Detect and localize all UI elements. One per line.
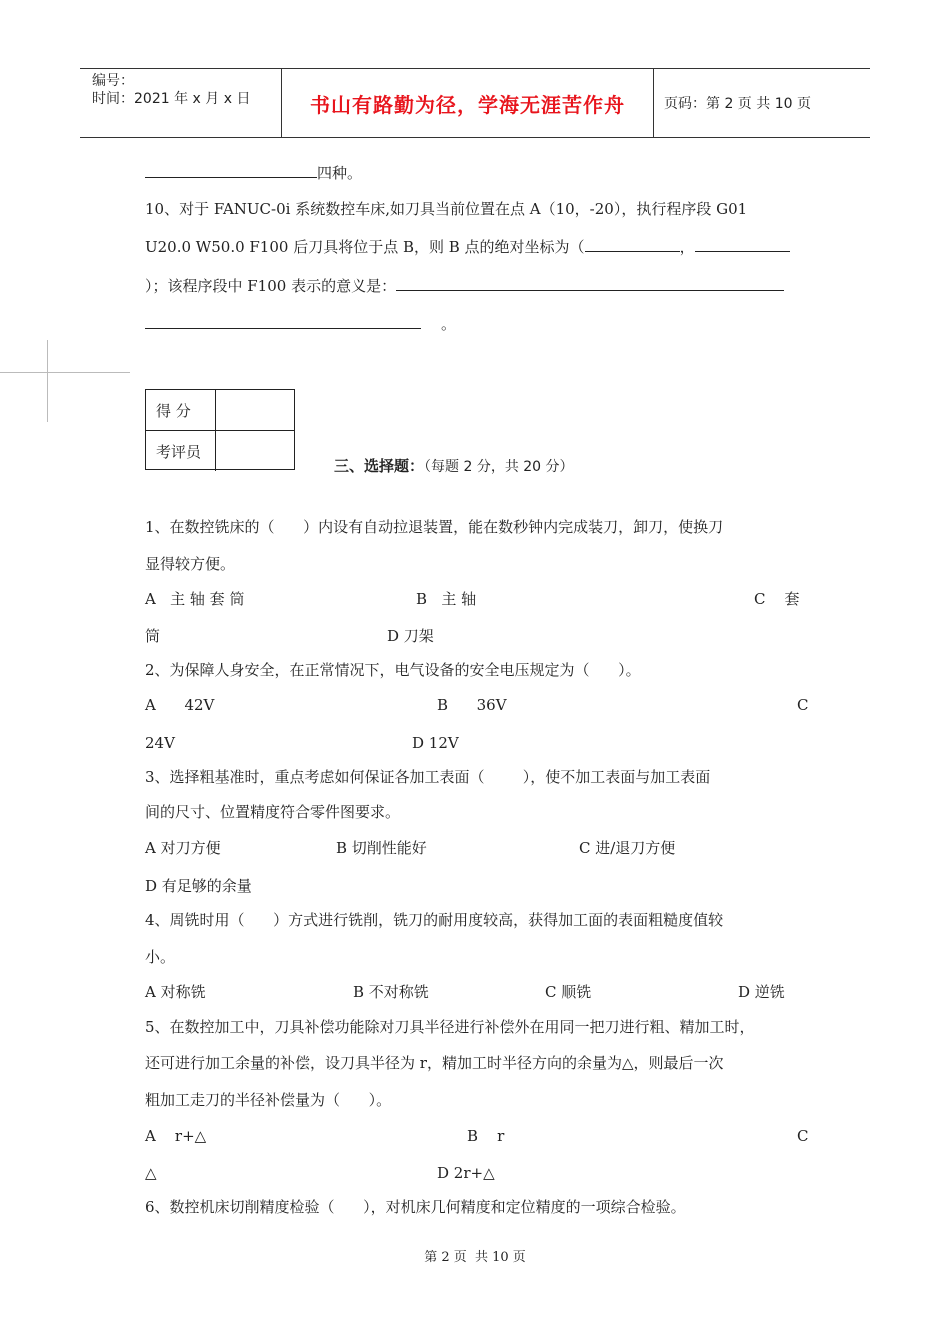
answer-blank-x — [585, 236, 680, 252]
q1-option-c: C 套 — [754, 590, 800, 608]
header-motto: 书山有路勤为径，学海无涯苦作舟 — [282, 69, 654, 137]
q1-line2: 显得较方便。 — [145, 555, 236, 573]
q9-tail: 四种。 — [317, 164, 363, 182]
q5-line2: 还可进行加工余量的补偿，设刀具半径为 r，精加工时半径方向的余量为△，则最后一次 — [145, 1054, 724, 1072]
q4-option-b: B 不对称铣 — [353, 983, 429, 1001]
crop-mark-horizontal — [0, 372, 130, 373]
q4-option-a: A 对称铣 — [145, 983, 206, 1001]
answer-blank-f100 — [396, 275, 784, 291]
q4-option-c: C 顺铣 — [545, 983, 592, 1001]
q4-line2: 小。 — [145, 948, 176, 966]
q2-option-c-cont: 24V — [145, 734, 175, 752]
q10-line3-text: ）；该程序段中 F100 表示的意义是： — [145, 277, 397, 295]
q10-sep: ， — [679, 238, 695, 256]
q5-line1: 5、在数控加工中，刀具补偿功能除对刀具半径进行补偿外在用同一把刀进行粗、精加工时， — [145, 1018, 755, 1036]
q3-line2: 间的尺寸、位置精度符合零件图要求。 — [145, 803, 401, 821]
examiner-value-cell[interactable] — [216, 431, 294, 471]
q5-option-a: A r+△ — [145, 1127, 207, 1145]
number-label: 编号： — [92, 73, 134, 89]
page-footer: 第 2 页 共 10 页 — [424, 1250, 526, 1265]
q3-option-d: D 有足够的余量 — [145, 877, 252, 895]
q5-option-b: B r — [467, 1127, 505, 1145]
score-row — [146, 390, 294, 430]
q10-line4 — [145, 313, 456, 334]
header-page-info: 页码：第 2 页 共 10 页 — [664, 96, 811, 112]
page-header-table — [80, 68, 870, 138]
q5-option-c: C — [797, 1127, 809, 1145]
q5-option-d: D 2r+△ — [437, 1164, 495, 1182]
q3-option-a: A 对刀方便 — [145, 839, 221, 857]
examiner-label: 考评员 — [146, 431, 216, 471]
q1-line1: 1、在数控铣床的（ ）内设有自动拉退装置，能在数秒钟内完成装刀，卸刀，使换刀 — [145, 518, 724, 536]
q2-option-d: D 12V — [412, 734, 459, 752]
q9-tail-line — [145, 162, 362, 183]
examiner-row — [146, 430, 294, 471]
q4-line1: 4、周铣时用（ ）方式进行铣削，铣刀的耐用度较高，获得加工面的表面粗糙度值较 — [145, 911, 724, 929]
q10-line3 — [145, 275, 784, 296]
score-value-cell[interactable] — [216, 390, 294, 430]
q1-option-c-cont: 筒 — [145, 627, 161, 645]
q1-option-a: A 主 轴 套 筒 — [145, 590, 245, 608]
q3-option-b: B 切削性能好 — [336, 839, 427, 857]
q3-line1: 3、选择粗基准时，重点考虑如何保证各加工表面（ ），使不加工表面与加工表面 — [145, 768, 711, 786]
q4-option-d: D 逆铣 — [738, 983, 785, 1001]
q2-option-c: C — [797, 696, 809, 714]
q2-line1: 2、为保障人身安全，在正常情况下，电气设备的安全电压规定为（ ）。 — [145, 661, 641, 679]
q5-line3: 粗加工走刀的半径补偿量为（ ）。 — [145, 1091, 392, 1109]
q10-line2-text: U20.0 W50.0 F100 后刀具将位于点 B，则 B 点的绝对坐标为（ — [145, 238, 585, 256]
answer-blank-z — [695, 236, 790, 252]
crop-mark-vertical — [47, 340, 48, 422]
section-title-text: 三、选择题： — [334, 457, 425, 475]
q2-option-b: B 36V — [437, 696, 507, 714]
q10-line4-end: 。 — [441, 315, 457, 333]
answer-blank — [145, 162, 317, 178]
section-title-note: （每题 2 分，共 20 分） — [424, 459, 574, 475]
score-box — [145, 389, 295, 470]
q2-option-a: A 42V — [145, 696, 215, 714]
q10-line2 — [145, 236, 790, 257]
answer-blank-f100-cont — [145, 313, 421, 329]
q1-option-b: B 主 轴 — [416, 590, 477, 608]
q3-option-c: C 进/退刀方便 — [579, 839, 676, 857]
section-title — [334, 455, 574, 476]
q1-option-d: D 刀架 — [387, 627, 434, 645]
q10-line1: 10、对于 FANUC-0i 系统数控车床,如刀具当前位置在点 A（10，-20），执行程序段 G01 — [145, 200, 748, 218]
score-label: 得 分 — [146, 390, 216, 430]
q6-line1: 6、数控机床切削精度检验（ ），对机床几何精度和定位精度的一项综合检验。 — [145, 1198, 686, 1216]
time-label: 时间：2021 年 x 月 x 日 — [92, 91, 251, 107]
q5-option-c-cont: △ — [145, 1164, 157, 1182]
header-meta-cell — [80, 69, 282, 137]
